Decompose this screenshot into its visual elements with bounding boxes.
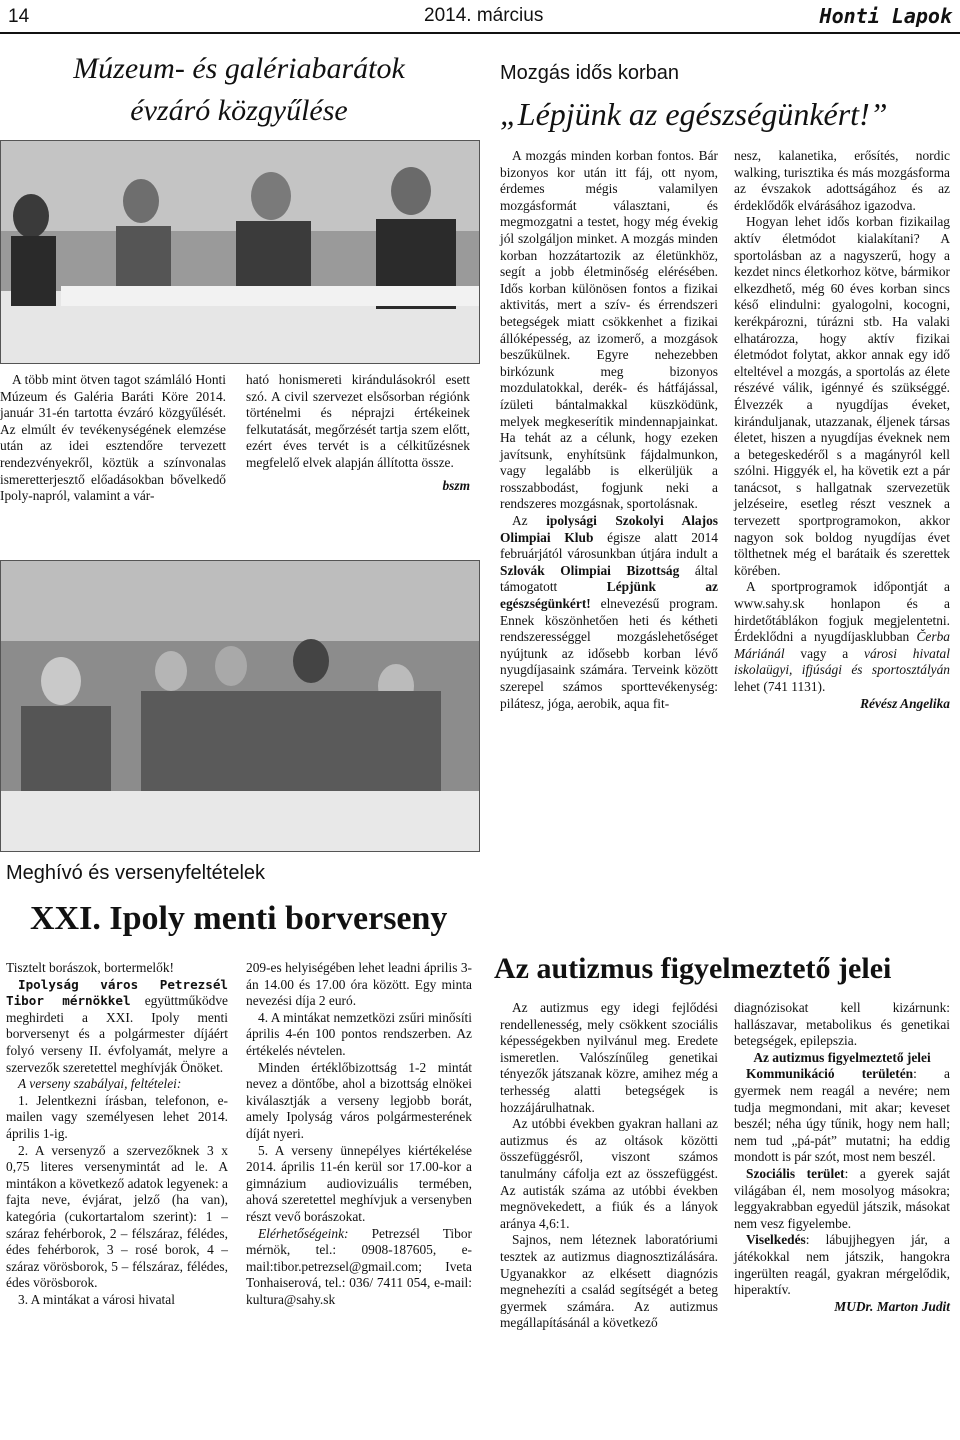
article3-signature: Révész Angelika [860, 695, 950, 711]
article3-kicker: Mozgás idős korban [500, 62, 679, 84]
article4-subhead: Az autizmus figyelmeztető jelei [753, 1049, 931, 1065]
article2-column-2: 209-es helyiségében lehet leadni április 3-án 14.00 és 17.00 óra között. Egy minta nevezési díja 2 euró. 4. A mintákat nemzetközi zsűri minősíti április 4-én 100 pontos rendszerben. Az értékelés névtelen. Minden értéklőbizottság 1-2 mintát nevez a döntőbe, ahol a bizottság elnökei kiválasztják a verseny legjobb borát, amely Ipolyság város polgármesterének díját nyeri. 5. A verseny ünnepélyes kiértékelése 2014. április 11-én kerül sor 17.00-kor a gimnázium audiovizuális termében, ahová szeretettel meghívjuk a versenyben részt vevő borászokat. Elérhetőségeink: Petrezsél Tibor mérnök, tel.: 0908-187605, e-mail:tibor.petrezsel@gmail.com; Iveta Tonhaiserová, tel.: 036/ 7411 054, e-mail: kultura@sahy.sk [246, 960, 472, 1307]
article1-column-1: A több mint ötven tagot számláló Honti Múzeum és Galéria Baráti Köre 2014. január 31-én tartotta évzáró közgyűlését. Az elmúlt év tevékenységének elemzése után az idei esztendőre tervezett rendezvényekről, köztük a színvonalas ismeretterjesztő előadásokban bővelkedő Ipoly-napról, valamint a vár- [0, 372, 226, 504]
article2-kicker: Meghívó és versenyfeltételek [6, 862, 266, 884]
header-rule [0, 32, 960, 34]
article4-column-1: Az autizmus egy idegi fejlődési rendellenesség, mely csökkent szociális képességekben nyilvánul meg. Eredete ismeretlen. Valószínűleg genetikai tényezők játszanak közre, amihez még a terhesség alatti betegségek is hozzájárulhatnak. Az utóbbi években gyakran hallani az autizmus és az oltások közötti összefüggésről, viszont számos tanulmány cáfolja ezt az összefüggést. Az autisták száma az utóbbi években megnövekedett, a fiúk és a lányok aránya 4,6:1. Sajnos, nem léteznek laboratóriumi tesztek az autizmus diagnosztizálására. Ugyanakkor az elkésett diagnózis megnehezíti a család segítségét a beteg gyermek számára. Az autizmus megállapításánál a következő [500, 1000, 718, 1331]
page-number: 14 [8, 6, 30, 27]
issue-date: 2014. március [424, 5, 544, 26]
article2-column-1: Tisztelt borászok, bortermelők! Ipolyság város Petrezsél Tibor mérnökkel együttműködve meghirdeti a XXI. Ipoly menti borversenyt és a polgármester díjáért folyó verseny II. évfolyamát, melyre a szervezők szeretettel meghívják Önöket. A verseny szabályai, feltételei: 1. Jelentkezni írásban, telefonon, e-mailen vagy személyesen lehet 2014. április 1-ig. 2. A versenyző a szervezőknek 3 x 0,75 literes versenymintát ad le. A mintákon a következő adatok legyenek: a fajta neve, évjárat, jelző (ha van), kategória (cukortartalom szerint): 1 – száraz fehérborok, 2 – félszáraz, félédes, édes fehérborok, 3 – rosé borok, 4 – száraz vörösborok, 5 – félszáraz, félédes, édes vörösborok. 3. A mintákat a városi hivatal [6, 960, 228, 1307]
article1-title: Múzeum- és galériabarátok évzáró közgyűlése [73, 52, 405, 127]
article3-column-1: A mozgás minden korban fontos. Bár bizonyos kor után itt fáj, ott nyom, érdemes mégis valamilyen mozgásformát választani, és megmozgatni a testet, hogy még évekig jól szolgáljon minket. A mozgás minden korban hozzátartozik az életünkhöz, segít a jobb életminőség elérésében. Idős korban különösen fontos a fizikai aktivitás, mert a szív- és érrendszeri betegségek miatt csökkenhet a fizikai állóképesség, az izomerő, a mozgások beszűkülnek. Egyre nehezebben birkózunk meg bizonyos mozdulatokkal, derék- és hátfájással, ízületi bántalmakkal küszködünk, melyek megkeserítik mindennapjainkat. Ha tehát az a célunk, hogy ezeken javítsunk, enyhítsünk fájdalmunkon, vagy legalább is elkerüljük a rosszabbodást, fogjunk neki a rendszeres mozgásnak, sportolásnak. Az ipolysági Szokolyi Alajos Olimpiai Klub égisze alatt 2014 februárjától városunkban útjára indult a Szlovák Olimpiai Bizottság által támogatott Lépjünk az egészségünkért! elnevezésű program. Ennek köszönhetően heti és kétheti rendszerességgel mozgáslehetőséget nyújtunk az idősebb korban lévő nyugdíjasaink számára. Terveink között szerepel számos sporttevékenység: pilátesz, jóga, aerobik, aqua fit- [500, 148, 718, 711]
article3-column-2: nesz, kalanetika, erősítés, nordic walking, turisztika és más mozgásforma az évszakok adottságához és az érdeklődők elvárásához igazodva. Hogyan lehet idős korban fizikailag aktív életmódot kialakítani? A sportolásban az a nagyszerű, hogy a kezdet nincs életkorhoz kötve, bármikor elkezdhető, még 60 éves korban sincs késő elindulni: gyalogolni, kocogni, kerékpározni, túrázni stb. Ha valaki elhatározza, hogy aktív fizikai életmódot folytat, akkor annak egy idő elteltével a mozgás, a sportolás az élete részévé válik, igénnyé és szükséggé. Élvezzék a nyugdíjas éveket, kiránduljanak, utazzanak, éljenek társas életet, hiszen a nyugdíjas éveknek nem a betegeskedéről s a magányról kell szólni. Higgyék el, ha követik ezt a pár tanácsot, s hallgatnak szervezetük jelzéseire, esetleg részt vesznek a tervezett sportprogramokon, akkor nagyon sok boldog nyugdíjas évet tölthetnek még el barátaik és szerettek körében. A sportprogramok időpontját a www.sahy.sk honlapon és a hirdetőtáblákon fogjuk megjelentetni. Érdeklődni a nyugdíjasklubban Čerba Máriánál vagy a városi hivatal iskolaügyi, ifjúsági és sportosztályán lehet (741 1131). Révész Angelika [734, 148, 950, 711]
audience-photo [0, 560, 480, 852]
article2-title: XXI. Ipoly menti borverseny [30, 900, 448, 937]
article4-title: Az autizmus figyelmeztető jelei [494, 952, 892, 985]
article4-signature: MUDr. Marton Judit [834, 1298, 950, 1314]
article4-column-2: diagnózisokat kell kizárnunk: hallászavar, metabolikus és genetikai betegségek, epilepszia. Az autizmus figyelmeztető jelei Kommunikáció területén: a gyermek nem reagál a nevére; nem tudja megmondani, mit akar; keveset beszél; néha úgy tűnik, hogy nem hall; nem tud „pá-pát” mutatni; ha eddig mondott is pár szót, most nem beszél. Szociális terület: a gyerek saját világában él, nem mosolyog másokra; leggyakrabban egyedül játszik, másokat nem vesz figyelembe. Viselkedés: lábujjhegyen jár, a játékokkal nem játszik, hangokra ingerülten reagál, gyakran mérgelődik, hiperaktív. MUDr. Marton Judit [734, 1000, 950, 1314]
article1-signature: bszm [442, 477, 470, 493]
meeting-photo [0, 140, 480, 364]
article1-column-2: ható honismereti kirándulásokról esett szó. A civil szervezet elsősorban régiónk történelmi és néprajzi értékeinek felkutatását, megőrzését tartja szem előtt, ezért éves tervét is a célkitűzésnek megfelelő elvek alapján állította össze. bszm [246, 372, 470, 493]
newspaper-brand: Honti Lapok [819, 4, 952, 28]
article3-title: „Lépjünk az egészségünkért!” [500, 96, 888, 132]
